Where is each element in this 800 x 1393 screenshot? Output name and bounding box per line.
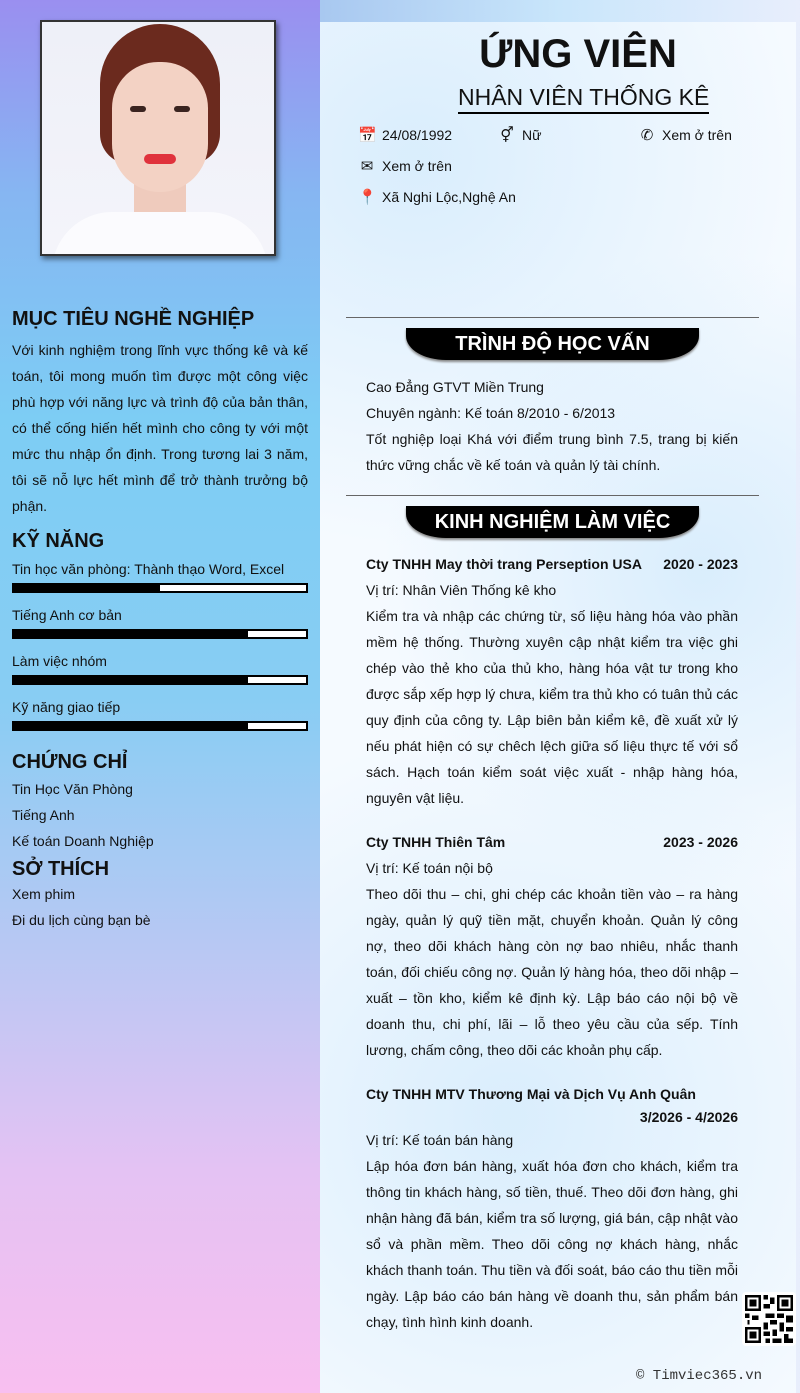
job-role: Vị trí: Kế toán bán hàng (366, 1132, 514, 1148)
job-entry (366, 551, 738, 811)
email (358, 157, 452, 175)
education-section (366, 374, 738, 478)
hobbies-title: SỞ THÍCH (12, 858, 110, 880)
skill-level-fill (14, 631, 248, 637)
job-entry (366, 829, 738, 1063)
qr-code (742, 1292, 796, 1346)
candidate-name: ỨNG VIÊN (479, 32, 677, 76)
education-major: Chuyên ngành: Kế toán 8/2010 - 6/2013 (366, 405, 616, 421)
skill-level-bar (12, 629, 308, 639)
experience-section (366, 551, 738, 1335)
certificates-title: CHỨNG CHỈ (12, 751, 128, 773)
job-desc: Theo dõi thu – chi, ghi chép các khoản tiền vào – ra hàng ngày, quản lý quỹ tiền mặt, chuyển khoản. Quản lý công nợ, theo dõi khách hàng còn nợ bao nhiêu, nhắc thanh toán, đối chiếu công nợ. Quản lý hàng hóa, theo dõi nhập – xuất – tồn kho, kiểm kê định kỳ. Lập báo cáo nội bộ về doanh thu, chi phí, lãi – lỗ theo yêu cầu của sếp. Tính lương, chấm công, theo dõi các khoản phụ cấp. (366, 886, 738, 1058)
job-company: Cty TNHH Thiên Tâm (366, 834, 506, 850)
divider (346, 495, 759, 496)
skill-name: Tiếng Anh cơ bản (12, 607, 122, 623)
address-value: Xã Nghi Lộc,Nghệ An (382, 189, 516, 205)
hobby-item: Xem phim (12, 886, 76, 902)
job-period: 3/2026 - 4/2026 (639, 1109, 738, 1125)
phone-icon: ✆ (640, 127, 654, 144)
objective-title: MỤC TIÊU NGHỀ NGHIỆP (12, 308, 255, 330)
envelope-icon: ✉ (360, 158, 374, 175)
education-desc: Tốt nghiệp loại Khá với điểm trung bình 7.5, trang bị kiến thức vững chắc về kế toán và quản lý tài chính. (366, 431, 738, 473)
skill-level-bar (12, 583, 308, 593)
skill-level-fill (14, 585, 160, 591)
skill-item (12, 697, 308, 731)
skill-item (12, 605, 308, 639)
address (358, 188, 516, 206)
job-period: 2023 - 2026 (663, 834, 738, 850)
objective-text: Với kinh nghiệm trong lĩnh vực thống kê và kế toán, tôi mong muốn tìm được một công việc phù hợp với năng lực và trình độ của bản thân, có thể cống hiến hết mình cho công ty với một mức thu nhập ổn định. Trong tương lai 3 năm, tôi sẽ nỗ lực hết mình để trở thành trưởng bộ phận. (12, 342, 308, 514)
job-title: NHÂN VIÊN THỐNG KÊ (458, 84, 709, 114)
calendar-icon: 📅 (358, 127, 377, 144)
certificates-section (12, 751, 308, 854)
skill-level-fill (14, 723, 248, 729)
birthday (358, 126, 452, 144)
job-desc: Lập hóa đơn bán hàng, xuất hóa đơn cho khách, kiểm tra thông tin khách hàng, số tiền, thuế. Theo dõi đơn hàng, ghi nhận hàng đã bán, kiểm tra số lượng, giá bán, cập nhật vào sổ và phần mềm. Theo dõi công nợ khách hàng, nhắc khách thanh toán. Thu tiền và đối soát, báo cáo thu tiền mỗi ngày. Lập báo cáo bán hàng về doanh thu, sản phẩm bán chạy, tình hình kinh doanh. (366, 1158, 738, 1330)
objective-section (12, 308, 308, 519)
job-company: Cty TNHH May thời trang Perseption USA (366, 556, 642, 572)
job-role: Vị trí: Nhân Viên Thống kê kho (366, 582, 557, 598)
skill-name: Làm việc nhóm (12, 653, 107, 669)
skill-item (12, 559, 308, 593)
job-role: Vị trí: Kế toán nội bộ (366, 860, 493, 876)
skills-title: KỸ NĂNG (12, 530, 105, 552)
skill-level-bar (12, 675, 308, 685)
gender-value: Nữ (522, 127, 542, 143)
education-school: Cao Đẳng GTVT Miền Trung (366, 379, 544, 395)
job-desc: Kiểm tra và nhập các chứng từ, số liệu hàng hóa vào phần mềm hệ thống. Thường xuyên cập nhật kiểm tra việc ghi chép vào thẻ kho của thủ kho, hàng hóa vật tư trong kho được sắp xếp hợp lý chưa, kiểm tra thủ kho có tuân thủ các quy định của công ty. Lập biên bản kiểm kê, đề xuất xử lý nếu phát hiện có sự chêch lệch giữa số liệu thực tế với sổ sách. Hạch toán kiểm soát việc xuất - nhập hàng hóa, nguyên vật liệu. (366, 608, 738, 806)
phone (638, 126, 732, 144)
gender-icon: ⚥ (500, 127, 514, 144)
skill-name: Tin học văn phòng: Thành thạo Word, Excel (12, 561, 285, 577)
gender (498, 126, 541, 144)
experience-title: KINH NGHIỆM LÀM VIỆC (406, 506, 699, 538)
email-value: Xem ở trên (382, 158, 452, 174)
right-column (320, 22, 796, 1393)
birthday-value: 24/08/1992 (382, 127, 453, 143)
skill-name: Kỹ năng giao tiếp (12, 699, 121, 715)
certificate-item: Tiếng Anh (12, 807, 75, 823)
job-entry (366, 1081, 738, 1335)
skill-level-bar (12, 721, 308, 731)
skill-level-fill (14, 677, 248, 683)
job-company: Cty TNHH MTV Thương Mại và Dịch Vụ Anh Quân (366, 1086, 696, 1102)
certificate-item: Tin Học Văn Phòng (12, 781, 133, 797)
profile-photo (40, 20, 276, 256)
skills-section (12, 530, 308, 743)
education-title: TRÌNH ĐỘ HỌC VẤN (406, 328, 699, 360)
map-marker-icon: 📍 (358, 189, 377, 206)
skill-item (12, 651, 308, 685)
copyright: © Timviec365.vn (636, 1368, 763, 1384)
phone-value: Xem ở trên (662, 127, 732, 143)
divider (346, 317, 759, 318)
certificate-item: Kế toán Doanh Nghiệp (12, 833, 154, 849)
job-period: 2020 - 2023 (663, 556, 738, 572)
hobbies-section (12, 858, 308, 933)
hobby-item: Đi du lịch cùng bạn bè (12, 912, 151, 928)
